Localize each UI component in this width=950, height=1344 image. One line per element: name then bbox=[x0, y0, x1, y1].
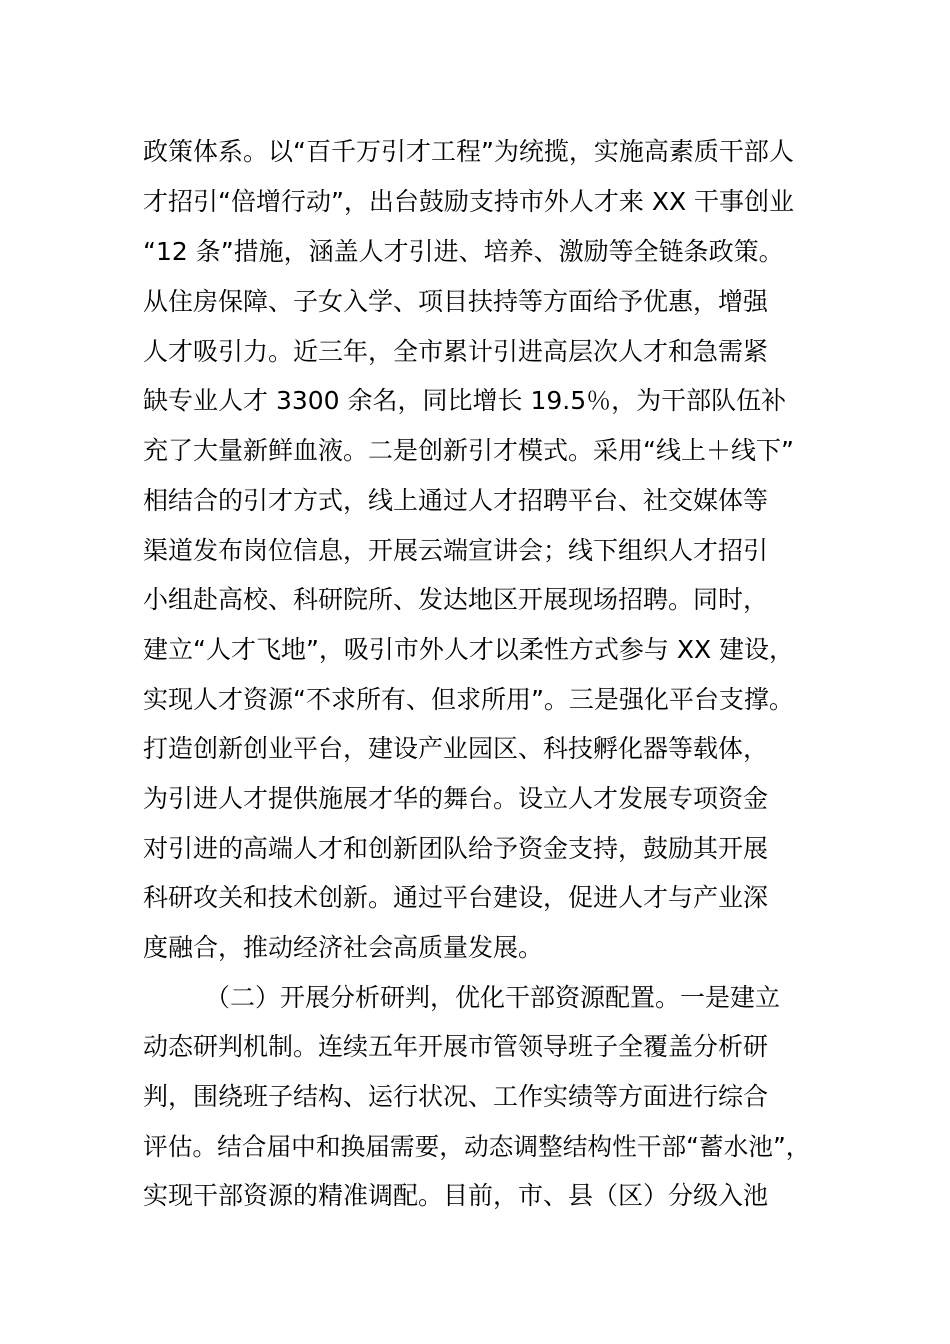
text-line: 判，围绕班子结构、运行状况、工作实绩等方面进行综合 bbox=[143, 1082, 769, 1111]
text-line: 对引进的高端人才和创新团队给予资金支持，鼓励其开展 bbox=[143, 834, 769, 863]
text-line: 渠道发布岗位信息，开展云端宣讲会；线下组织人才招引 bbox=[143, 536, 769, 565]
text-line: 科研攻关和技术创新。通过平台建设，促进人才与产业深 bbox=[143, 883, 769, 912]
text-line: 度融合，推动经济社会高质量发展。 bbox=[143, 933, 544, 962]
text-line: 相结合的引才方式，线上通过人才招聘平台、社交媒体等 bbox=[143, 486, 769, 515]
section-heading-line: （二）开展分析研判，优化干部资源配置。一是建立 bbox=[205, 983, 781, 1012]
text-line: 实现人才资源“不求所有、但求所用”。三是强化平台支撑。 bbox=[143, 685, 794, 714]
text-line: “12 条”措施，涵盖人才引进、培养、激励等全链条政策。 bbox=[143, 237, 784, 266]
text-line: 小组赴高校、科研院所、发达地区开展现场招聘。同时， bbox=[143, 585, 769, 614]
text-line: 从住房保障、子女入学、项目扶持等方面给予优惠，增强 bbox=[143, 287, 769, 316]
text-line: 实现干部资源的精准调配。目前，市、县（区）分级入池 bbox=[143, 1181, 769, 1210]
text-line: 政策体系。以“百千万引才工程”为统揽，实施高素质干部人 bbox=[143, 137, 794, 166]
text-line: 打造创新创业平台，建设产业园区、科技孵化器等载体， bbox=[143, 734, 769, 763]
text-line: 缺专业人才 3300 余名，同比增长 19.5％，为干部队伍补 bbox=[143, 386, 787, 415]
text-line: 才招引“倍增行动”，出台鼓励支持市外人才来 XX 干事创业 bbox=[143, 187, 795, 216]
text-line: 为引进人才提供施展才华的舞台。设立人才发展专项资金 bbox=[143, 784, 769, 813]
text-line: 充了大量新鲜血液。二是创新引才模式。采用“线上＋线下” bbox=[143, 436, 794, 465]
text-line: 动态研判机制。连续五年开展市管领导班子全覆盖分析研 bbox=[143, 1032, 769, 1061]
text-line: 建立“人才飞地”，吸引市外人才以柔性方式参与 XX 建设， bbox=[143, 635, 795, 664]
text-line: 人才吸引力。近三年，全市累计引进高层次人才和急需紧 bbox=[143, 337, 769, 366]
text-line: 评估。结合届中和换届需要，动态调整结构性干部“蓄水池”， bbox=[143, 1132, 811, 1161]
